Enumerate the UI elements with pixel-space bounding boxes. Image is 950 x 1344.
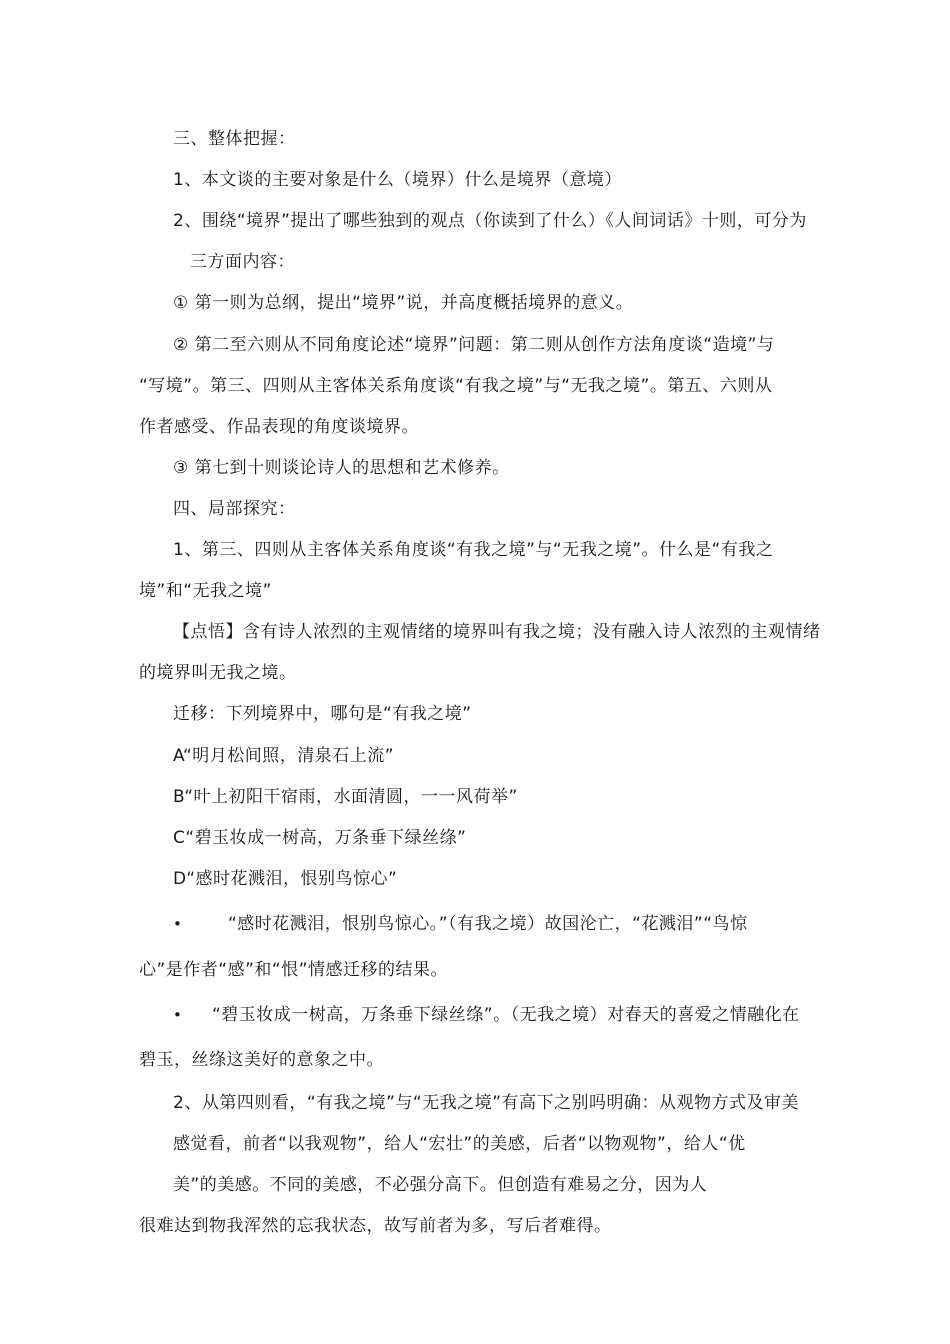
- insight-line-2: 的境界叫无我之境。: [139, 663, 297, 683]
- point-1-line: ① 第一则为总纲，提出“境界”说，并高度概括境界的意义。: [173, 293, 634, 313]
- insight-line-1: 【点悟】含有诗人浓烈的主观情绪的境界叫有我之境；没有融入诗人浓烈的主观情绪: [173, 622, 821, 642]
- section-heading-local: 四、局部探究：: [173, 499, 296, 519]
- bullet-icon: •: [173, 915, 182, 933]
- point-2-line-2: “写境”。第三、四则从主客体关系角度谈“有我之境”与“无我之境”。第五、六则从: [139, 376, 773, 396]
- bullet-icon: •: [173, 1006, 182, 1024]
- point-2-line-3: 作者感受、作品表现的角度谈境界。: [139, 417, 419, 437]
- point-2-line-1: ② 第二至六则从不同角度论述“境界”问题：第二则从创作方法角度谈“造境”与: [173, 335, 775, 355]
- analysis-2-line-1: “碧玉妆成一树高，万条垂下绿丝绦”。（无我之境）对春天的喜爱之情融化在: [212, 1005, 800, 1025]
- section-heading-overall: 三、整体把握：: [173, 129, 296, 149]
- option-d: D“感时花溅泪，恨别鸟惊心”: [173, 869, 398, 889]
- analysis-2-line-2: 碧玉，丝绦这美好的意象之中。: [139, 1050, 384, 1070]
- local-question-2-line-2: 感觉看，前者“以我观物”，给人“宏壮”的美感，后者“以物观物”，给人“优: [173, 1134, 746, 1154]
- question-2-line-2: 三方面内容：: [190, 252, 295, 272]
- option-c: C“碧玉妆成一树高，万条垂下绿丝绦”: [173, 828, 467, 848]
- question-1-line: 1、本文谈的主要对象是什么（境界）什么是境界（意境）: [173, 170, 622, 190]
- analysis-1-line-2: 心”是作者“感”和“恨”情感迁移的结果。: [139, 960, 449, 980]
- option-a: A“明月松间照，清泉石上流”: [173, 746, 395, 766]
- local-question-2-line-4: 很难达到物我浑然的忘我状态，故写前者为多，写后者难得。: [139, 1216, 612, 1236]
- local-question-1-line-1: 1、第三、四则从主客体关系角度谈“有我之境”与“无我之境”。什么是“有我之: [173, 540, 774, 560]
- point-3-line: ③ 第七到十则谈论诗人的思想和艺术修养。: [173, 458, 510, 478]
- local-question-2-line-3: 美”的美感。不同的美感，不必强分高下。但创造有难易之分，因为人: [173, 1175, 708, 1195]
- question-2-line-1: 2、围绕“境界”提出了哪些独到的观点（你读到了什么）《人间词话》十则，可分为: [173, 211, 807, 231]
- local-question-2-line-1: 2、从第四则看，“有我之境”与“无我之境”有高下之别吗明确：从观物方式及审美: [173, 1093, 800, 1113]
- option-b: B“叶上初阳干宿雨，水面清圆，一一风荷举”: [173, 787, 518, 807]
- local-question-1-line-2: 境”和“无我之境”: [139, 581, 272, 601]
- analysis-1-line-1: “感时花溅泪，恨别鸟惊心。”（有我之境）故国沦亡，“花溅泪”“鸟惊: [228, 914, 748, 934]
- transfer-question: 迁移：下列境界中，哪句是“有我之境”: [173, 704, 472, 724]
